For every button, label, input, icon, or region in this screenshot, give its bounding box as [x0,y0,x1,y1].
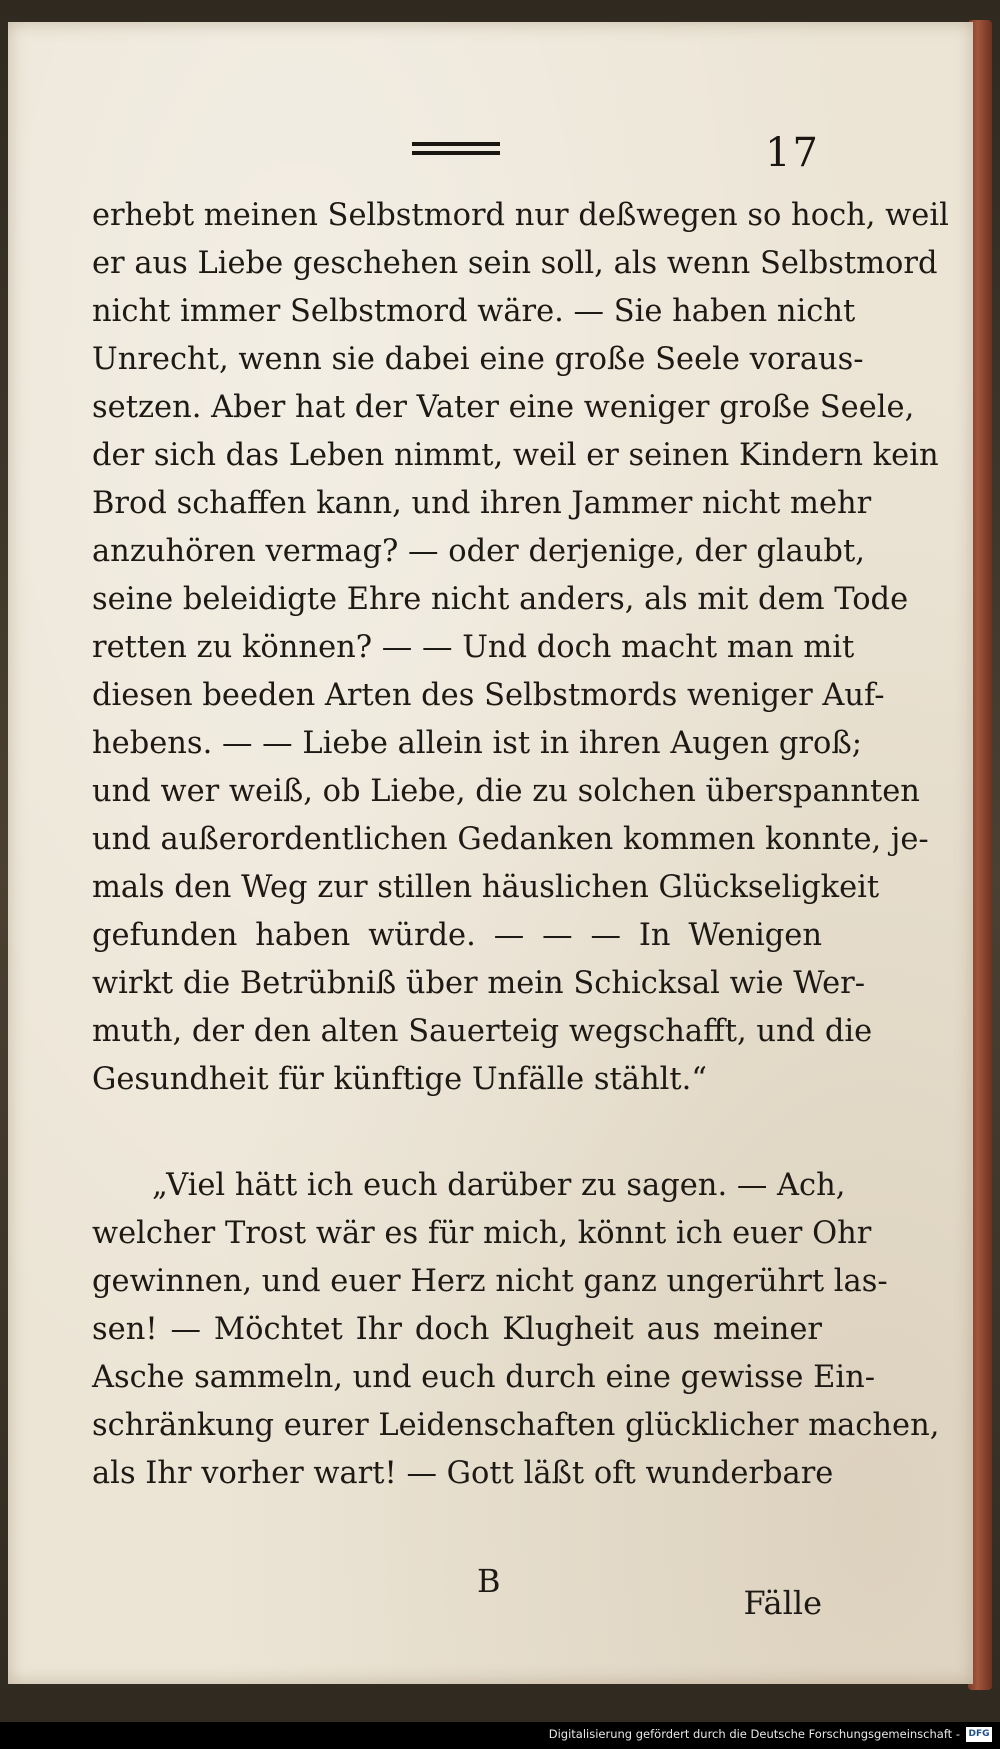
text-line: „Viel hätt ich euch darüber zu sagen. — Ach, [152,1168,846,1203]
credit-text: Digitalisierung gefördert durch die Deutsche Forschungsgemeinschaft - [548,1727,960,1741]
text-line: setzen. Aber hat der Vater eine weniger große Seele, [92,390,915,425]
text-line: hebens. — — Liebe allein ist in ihren Augen groß; [92,726,863,761]
paragraph-2 [92,1162,940,1498]
signature-mark: B [477,1562,501,1600]
page-text [92,192,949,1498]
text-line: Brod schaffen kann, und ihren Jammer nicht mehr [92,486,872,521]
text-line: und außerordentlichen Gedanken kommen konnte, je- [92,822,929,857]
paragraph-1 [92,192,949,1104]
text-line: er aus Liebe geschehen sein soll, als wenn Selbstmord [92,246,938,281]
text-line: gefunden haben würde. — — — In Wenigen [92,918,822,953]
dfg-logo: DFG [966,1727,992,1742]
catchword: Fälle [743,1584,822,1622]
text-line: gewinnen, und euer Herz nicht ganz ungerührt las- [92,1264,888,1299]
text-line: und wer weiß, ob Liebe, die zu solchen überspannten [92,774,920,809]
paragraph-gap [92,1104,822,1162]
text-line: anzuhören vermag? — oder derjenige, der glaubt, [92,534,865,569]
text-line: schränkung eurer Leidenschaften glücklicher machen, [92,1408,940,1443]
text-line: nicht immer Selbstmord wäre. — Sie haben nicht [92,294,856,329]
text-line: diesen beeden Arten des Selbstmords weniger Auf- [92,678,885,713]
text-line: mals den Weg zur stillen häuslichen Glückseligkeit [92,870,880,905]
text-line: Gesundheit für künftige Unfälle stählt.“ [92,1062,707,1097]
text-line: Asche sammeln, und euch durch eine gewisse Ein- [92,1360,876,1395]
text-line: welcher Trost wär es für mich, könnt ich euer Ohr [92,1216,872,1251]
text-line: muth, der den alten Sauerteig wegschafft, und die [92,1014,873,1049]
text-line: der sich das Leben nimmt, weil er seinen Kindern kein [92,438,939,473]
page-header [90,130,820,190]
text-line: Unrecht, wenn sie dabei eine große Seele voraus- [92,342,864,377]
text-line: seine beleidigte Ehre nicht anders, als mit dem Tode [92,582,909,617]
page-footer [92,1562,822,1622]
text-line: wirkt die Betrübniß über mein Schicksal wie Wer- [92,966,866,1001]
text-line: sen! — Möchtet Ihr doch Klugheit aus meiner [92,1312,822,1347]
text-line: retten zu können? — — Und doch macht man mit [92,630,855,665]
text-line: erhebt meinen Selbstmord nur deßwegen so hoch, weil [92,198,949,233]
digitization-credit-bar [0,1722,1000,1749]
text-line: als Ihr vorher wart! — Gott läßt oft wunderbare [92,1456,834,1491]
page-number: 17 [765,130,820,176]
header-rule [412,142,500,156]
